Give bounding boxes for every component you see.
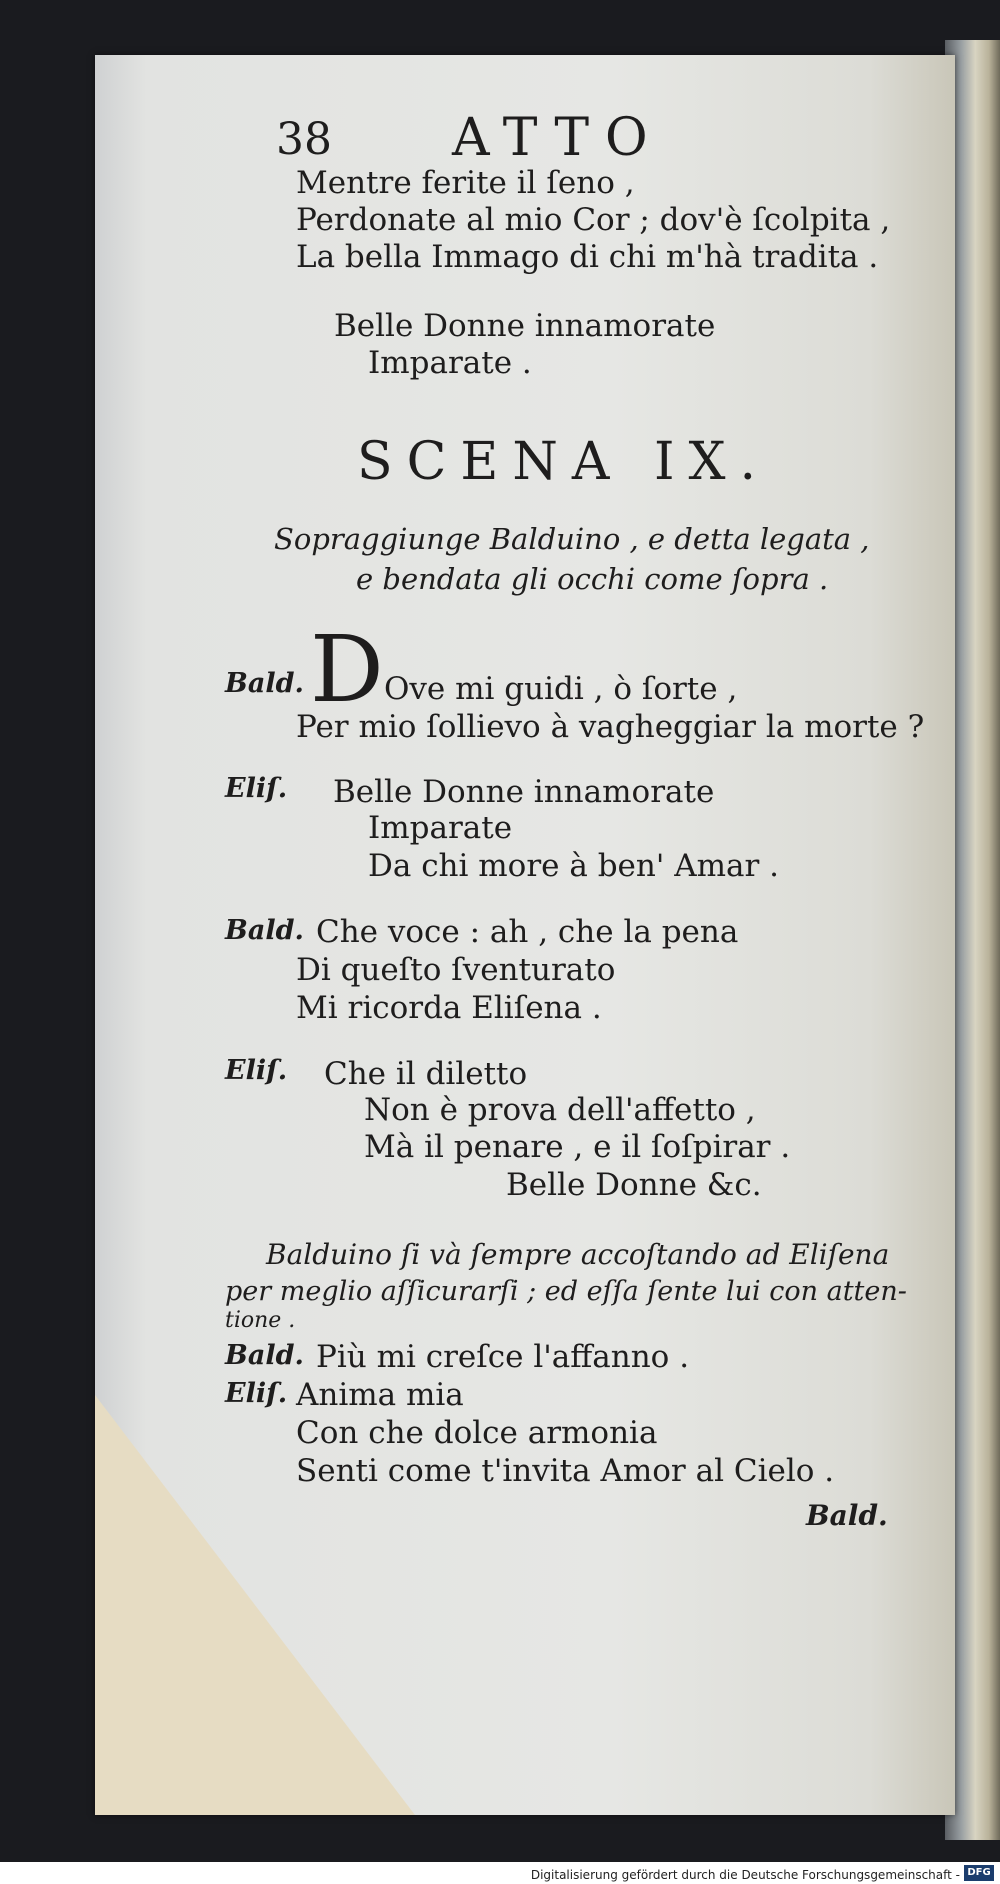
verse-line: Con che dolce armonia	[296, 1415, 658, 1451]
running-head: ATTO	[452, 108, 664, 168]
verse-line: Belle Donne innamorate	[333, 774, 715, 810]
verse-line: Senti come t'invita Amor al Cielo .	[296, 1453, 835, 1489]
speaker-label: Bald.	[225, 1340, 304, 1371]
dfg-logo: DFG	[964, 1865, 994, 1881]
verse-line: Mentre ferite il ſeno ,	[296, 165, 635, 201]
refrain-line: Imparate .	[368, 345, 532, 381]
refrain-line: Belle Donne innamorate	[334, 308, 716, 344]
speaker-label: Eliſ.	[225, 773, 288, 804]
stage-direction-line: e bendata gli occhi come ſopra .	[356, 562, 829, 596]
verse-line: Da chi more à ben' Amar .	[368, 848, 780, 884]
verse-line: Che il diletto	[324, 1056, 528, 1092]
verse-line: Non è prova dell'affetto ,	[364, 1092, 756, 1128]
speaker-label: Bald.	[225, 668, 304, 699]
stage-direction-line: Sopraggiunge Balduino , e detta legata ,	[274, 522, 870, 556]
verse-line: Più mi creſce l'affanno .	[316, 1339, 690, 1375]
funding-credit: Digitalisierung gefördert durch die Deutsche Forschungsgemeinschaft -	[530, 1868, 960, 1882]
stage-direction-line: per meglio aſſicurarſi ; ed eſſa ſente lui con atten-	[225, 1276, 907, 1307]
verse-line: Perdonate al mio Cor ; dov'è ſcolpita ,	[296, 202, 891, 238]
verse-line: Di queſto ſventurato	[296, 952, 616, 988]
verse-line: Belle Donne &c.	[506, 1167, 762, 1203]
verse-line: Che voce : ah , che la pena	[316, 914, 739, 950]
verse-line: Imparate	[368, 810, 513, 846]
verse-line: Ove mi guidi , ò ſorte ,	[384, 671, 738, 707]
verse-line: La bella Immago di chi m'hà tradita .	[296, 239, 879, 275]
verse-line: Per mio ſollievo à vagheggiar la morte ?	[296, 709, 925, 745]
drop-cap: D	[310, 616, 384, 723]
stage-direction-line: Balduino ſi và ſempre accoſtando ad Eliſena	[266, 1238, 890, 1271]
speaker-label: Bald.	[225, 915, 304, 946]
verse-line: Mà il penare , e il ſoſpirar .	[364, 1129, 791, 1165]
speaker-label: Eliſ.	[225, 1055, 288, 1086]
speaker-label: Eliſ.	[225, 1378, 288, 1409]
stage-direction-line: tione .	[225, 1308, 296, 1333]
page-number: 38	[276, 114, 332, 165]
verse-line: Anima mia	[296, 1377, 464, 1413]
verse-line: Mi ricorda Eliſena .	[296, 990, 602, 1026]
scene-title: SCENA IX.	[357, 432, 771, 492]
catchword: Bald.	[806, 1499, 888, 1532]
